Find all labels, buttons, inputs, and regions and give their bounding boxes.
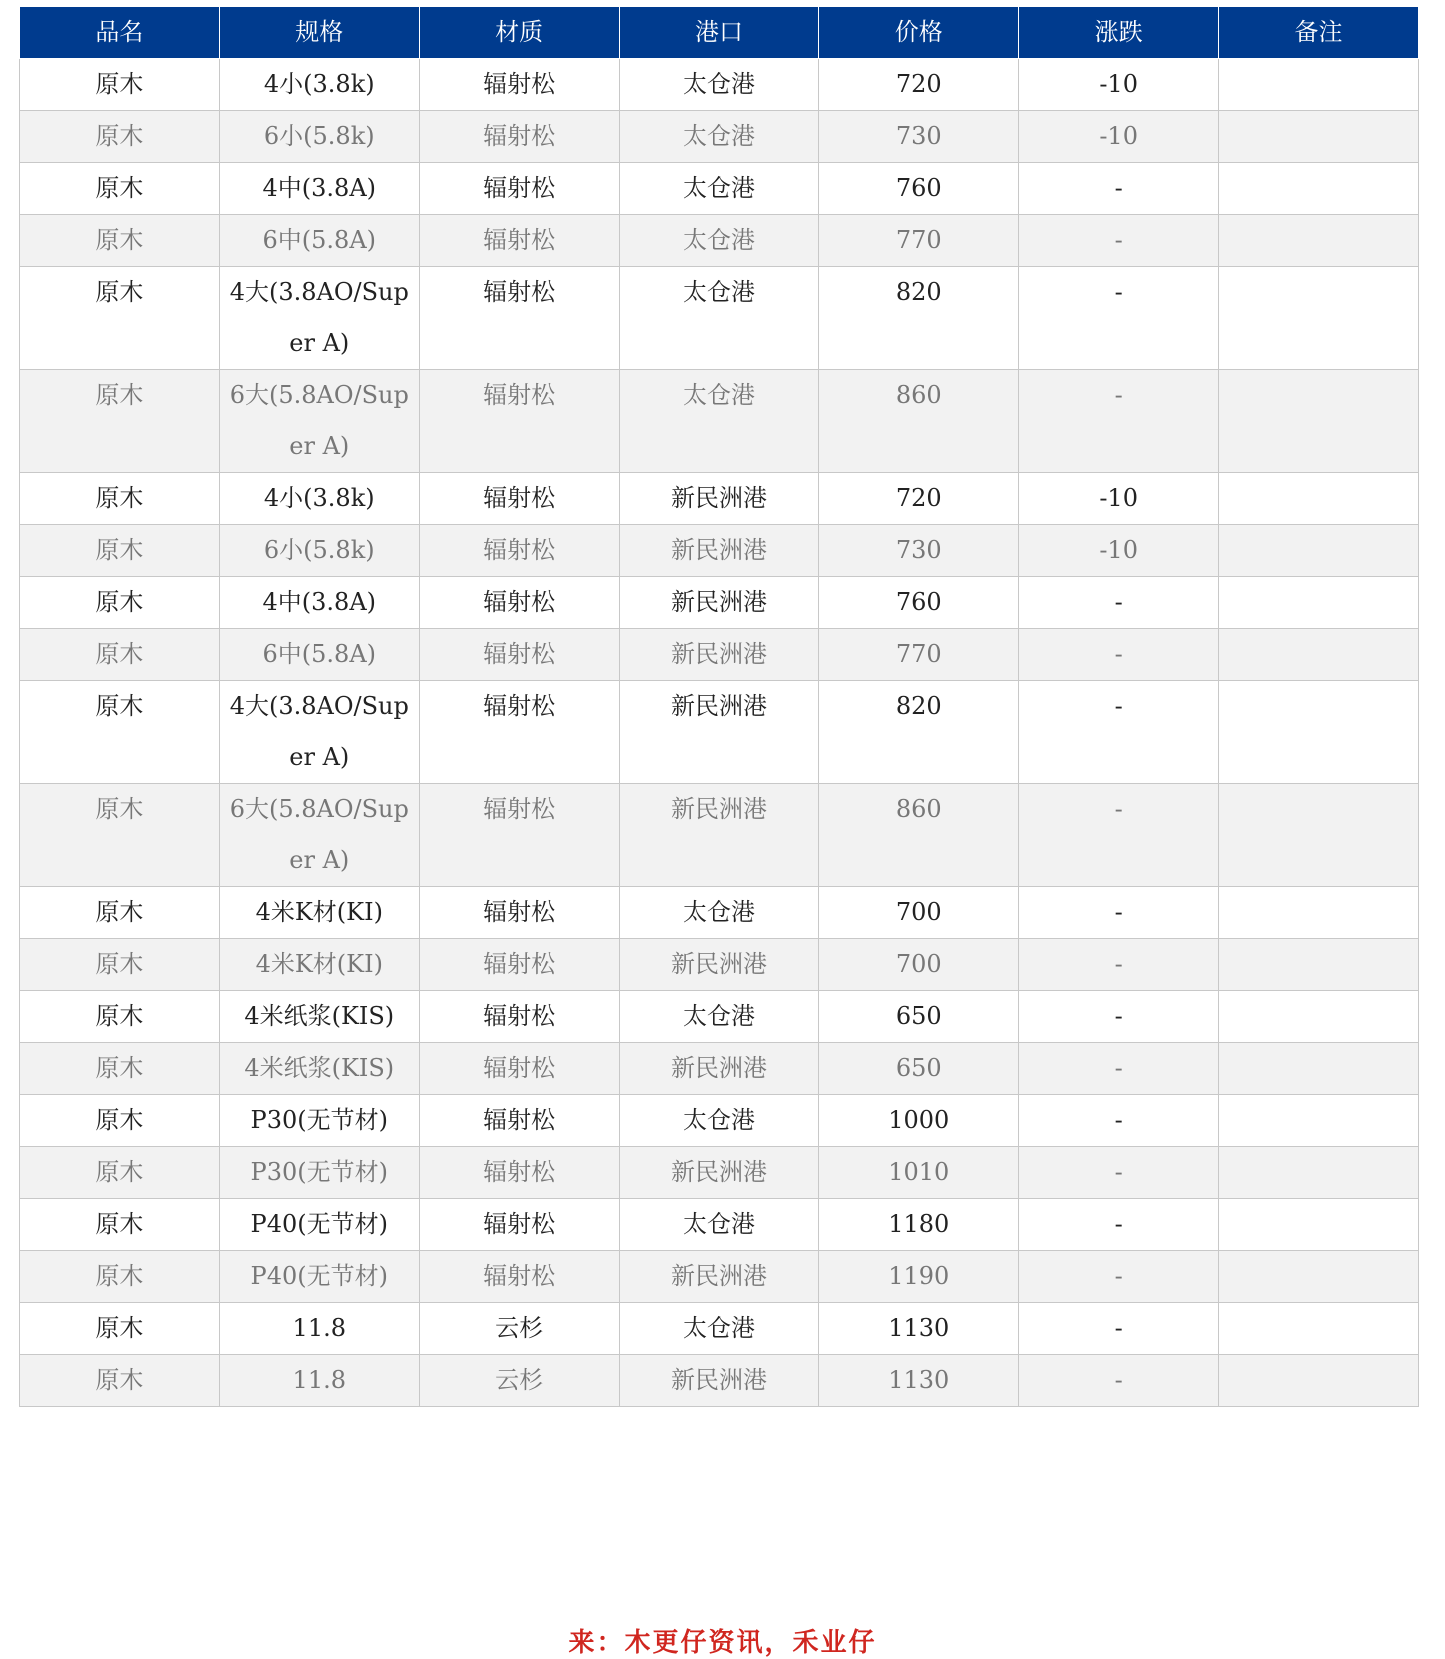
cell-material: 辐射松 xyxy=(419,267,619,370)
cell-product-name: 原木 xyxy=(20,1095,220,1147)
cell-spec: 4米K材(KI) xyxy=(219,939,419,991)
cell-remark xyxy=(1219,1147,1419,1199)
cell-change: - xyxy=(1019,577,1219,629)
cell-change: - xyxy=(1019,215,1219,267)
cell-change: - xyxy=(1019,681,1219,784)
cell-port: 新民洲港 xyxy=(619,629,819,681)
cell-material: 辐射松 xyxy=(419,1043,619,1095)
cell-material: 辐射松 xyxy=(419,1147,619,1199)
cell-price: 720 xyxy=(819,59,1019,111)
cell-product-name: 原木 xyxy=(20,939,220,991)
cell-price: 1130 xyxy=(819,1303,1019,1355)
cell-material: 辐射松 xyxy=(419,681,619,784)
table-row xyxy=(20,215,1419,267)
cell-remark xyxy=(1219,525,1419,577)
cell-spec: P40(无节材) xyxy=(219,1251,419,1303)
cell-port: 新民洲港 xyxy=(619,473,819,525)
cell-spec: 4小(3.8k) xyxy=(219,473,419,525)
cell-spec: 4中(3.8A) xyxy=(219,163,419,215)
cell-product-name: 原木 xyxy=(20,59,220,111)
table-row xyxy=(20,629,1419,681)
cell-price: 700 xyxy=(819,887,1019,939)
cell-price: 820 xyxy=(819,267,1019,370)
cell-price: 700 xyxy=(819,939,1019,991)
cell-product-name: 原木 xyxy=(20,784,220,887)
cell-spec: 4小(3.8k) xyxy=(219,59,419,111)
cell-price: 1130 xyxy=(819,1355,1019,1407)
cell-remark xyxy=(1219,267,1419,370)
cell-remark xyxy=(1219,1199,1419,1251)
header-material: 材质 xyxy=(419,7,619,59)
cell-product-name: 原木 xyxy=(20,525,220,577)
cell-port: 太仓港 xyxy=(619,1199,819,1251)
table-row xyxy=(20,939,1419,991)
cell-spec: 4大(3.8AO/Super A) xyxy=(219,681,419,784)
cell-remark xyxy=(1219,473,1419,525)
table-row xyxy=(20,1147,1419,1199)
cell-product-name: 原木 xyxy=(20,1355,220,1407)
cell-change: -10 xyxy=(1019,111,1219,163)
cell-product-name: 原木 xyxy=(20,111,220,163)
cell-price: 820 xyxy=(819,681,1019,784)
table-row xyxy=(20,887,1419,939)
cell-port: 太仓港 xyxy=(619,215,819,267)
header-product-name: 品名 xyxy=(20,7,220,59)
table-row xyxy=(20,1043,1419,1095)
cell-port: 太仓港 xyxy=(619,267,819,370)
cell-spec: 6小(5.8k) xyxy=(219,525,419,577)
cell-change: - xyxy=(1019,163,1219,215)
cell-material: 云杉 xyxy=(419,1355,619,1407)
cell-port: 新民洲港 xyxy=(619,577,819,629)
cell-spec: P30(无节材) xyxy=(219,1095,419,1147)
cell-change: - xyxy=(1019,267,1219,370)
cell-remark xyxy=(1219,1355,1419,1407)
table-row xyxy=(20,1199,1419,1251)
cell-port: 太仓港 xyxy=(619,59,819,111)
table-row xyxy=(20,111,1419,163)
cell-port: 新民洲港 xyxy=(619,1251,819,1303)
table-row xyxy=(20,163,1419,215)
cell-product-name: 原木 xyxy=(20,163,220,215)
cell-spec: 6大(5.8AO/Super A) xyxy=(219,370,419,473)
table-row xyxy=(20,681,1419,784)
cell-spec: 4米纸浆(KIS) xyxy=(219,1043,419,1095)
cell-spec: 4米纸浆(KIS) xyxy=(219,991,419,1043)
table-row xyxy=(20,1303,1419,1355)
price-table xyxy=(19,6,1419,1407)
table-row xyxy=(20,525,1419,577)
table-row xyxy=(20,1251,1419,1303)
table-row xyxy=(20,59,1419,111)
cell-product-name: 原木 xyxy=(20,1199,220,1251)
cell-product-name: 原木 xyxy=(20,1043,220,1095)
cell-spec: 6中(5.8A) xyxy=(219,629,419,681)
cell-remark xyxy=(1219,1095,1419,1147)
header-price: 价格 xyxy=(819,7,1019,59)
cell-remark xyxy=(1219,59,1419,111)
cell-material: 辐射松 xyxy=(419,163,619,215)
cell-material: 辐射松 xyxy=(419,215,619,267)
cell-price: 770 xyxy=(819,629,1019,681)
cell-material: 辐射松 xyxy=(419,629,619,681)
cell-material: 辐射松 xyxy=(419,939,619,991)
cell-remark xyxy=(1219,991,1419,1043)
cell-port: 新民洲港 xyxy=(619,784,819,887)
cell-material: 辐射松 xyxy=(419,887,619,939)
table-row xyxy=(20,577,1419,629)
cell-material: 辐射松 xyxy=(419,111,619,163)
cell-port: 太仓港 xyxy=(619,991,819,1043)
header-port: 港口 xyxy=(619,7,819,59)
cell-remark xyxy=(1219,370,1419,473)
cell-spec: 4大(3.8AO/Super A) xyxy=(219,267,419,370)
table-header-row xyxy=(20,7,1419,59)
cell-port: 新民洲港 xyxy=(619,681,819,784)
cell-spec: 6中(5.8A) xyxy=(219,215,419,267)
cell-product-name: 原木 xyxy=(20,681,220,784)
cell-price: 650 xyxy=(819,991,1019,1043)
cell-price: 860 xyxy=(819,784,1019,887)
cell-port: 太仓港 xyxy=(619,887,819,939)
cell-price: 760 xyxy=(819,163,1019,215)
cell-remark xyxy=(1219,681,1419,784)
header-change: 涨跌 xyxy=(1019,7,1219,59)
cell-price: 730 xyxy=(819,525,1019,577)
cell-change: - xyxy=(1019,629,1219,681)
header-remark: 备注 xyxy=(1219,7,1419,59)
cell-price: 760 xyxy=(819,577,1019,629)
cell-port: 新民洲港 xyxy=(619,1355,819,1407)
cell-spec: 11.8 xyxy=(219,1355,419,1407)
cell-remark xyxy=(1219,629,1419,681)
table-row xyxy=(20,1355,1419,1407)
cell-change: -10 xyxy=(1019,525,1219,577)
cell-spec: 4中(3.8A) xyxy=(219,577,419,629)
cell-material: 云杉 xyxy=(419,1303,619,1355)
cell-change: - xyxy=(1019,1147,1219,1199)
cell-price: 1010 xyxy=(819,1147,1019,1199)
cell-change: - xyxy=(1019,1251,1219,1303)
cell-material: 辐射松 xyxy=(419,59,619,111)
cell-product-name: 原木 xyxy=(20,629,220,681)
cell-remark xyxy=(1219,1043,1419,1095)
cell-port: 新民洲港 xyxy=(619,939,819,991)
cell-remark xyxy=(1219,1303,1419,1355)
price-table-container xyxy=(19,6,1419,1407)
cell-price: 770 xyxy=(819,215,1019,267)
cell-spec: P30(无节材) xyxy=(219,1147,419,1199)
table-row xyxy=(20,267,1419,370)
cell-material: 辐射松 xyxy=(419,1199,619,1251)
cell-product-name: 原木 xyxy=(20,991,220,1043)
cell-material: 辐射松 xyxy=(419,473,619,525)
cell-change: - xyxy=(1019,1355,1219,1407)
cell-change: - xyxy=(1019,370,1219,473)
cell-port: 太仓港 xyxy=(619,1303,819,1355)
cell-spec: 11.8 xyxy=(219,1303,419,1355)
cell-material: 辐射松 xyxy=(419,991,619,1043)
cell-product-name: 原木 xyxy=(20,267,220,370)
table-row xyxy=(20,473,1419,525)
cell-price: 1180 xyxy=(819,1199,1019,1251)
cell-remark xyxy=(1219,215,1419,267)
cell-remark xyxy=(1219,784,1419,887)
cell-material: 辐射松 xyxy=(419,370,619,473)
cell-remark xyxy=(1219,163,1419,215)
table-row xyxy=(20,784,1419,887)
cell-port: 新民洲港 xyxy=(619,1147,819,1199)
cell-remark xyxy=(1219,111,1419,163)
cell-product-name: 原木 xyxy=(20,887,220,939)
cell-price: 860 xyxy=(819,370,1019,473)
cell-change: - xyxy=(1019,887,1219,939)
cell-remark xyxy=(1219,577,1419,629)
cell-change: - xyxy=(1019,939,1219,991)
cell-remark xyxy=(1219,939,1419,991)
table-row xyxy=(20,991,1419,1043)
cell-port: 太仓港 xyxy=(619,163,819,215)
cell-spec: P40(无节材) xyxy=(219,1199,419,1251)
cell-product-name: 原木 xyxy=(20,473,220,525)
cell-change: - xyxy=(1019,1043,1219,1095)
cell-remark xyxy=(1219,887,1419,939)
cell-change: - xyxy=(1019,1303,1219,1355)
cell-product-name: 原木 xyxy=(20,1251,220,1303)
cell-price: 1000 xyxy=(819,1095,1019,1147)
cell-material: 辐射松 xyxy=(419,525,619,577)
cell-material: 辐射松 xyxy=(419,784,619,887)
cell-price: 650 xyxy=(819,1043,1019,1095)
table-row xyxy=(20,1095,1419,1147)
cell-spec: 6小(5.8k) xyxy=(219,111,419,163)
cell-material: 辐射松 xyxy=(419,1095,619,1147)
cell-product-name: 原木 xyxy=(20,370,220,473)
table-body xyxy=(20,59,1419,1407)
cell-port: 太仓港 xyxy=(619,111,819,163)
cell-port: 太仓港 xyxy=(619,1095,819,1147)
cell-product-name: 原木 xyxy=(20,215,220,267)
cell-product-name: 原木 xyxy=(20,1303,220,1355)
cell-price: 1190 xyxy=(819,1251,1019,1303)
cell-spec: 4米K材(KI) xyxy=(219,887,419,939)
cell-change: - xyxy=(1019,784,1219,887)
cell-product-name: 原木 xyxy=(20,577,220,629)
cell-change: -10 xyxy=(1019,59,1219,111)
cell-port: 太仓港 xyxy=(619,370,819,473)
cell-product-name: 原木 xyxy=(20,1147,220,1199)
cell-price: 730 xyxy=(819,111,1019,163)
header-spec: 规格 xyxy=(219,7,419,59)
cell-change: - xyxy=(1019,1199,1219,1251)
cell-change: -10 xyxy=(1019,473,1219,525)
cell-port: 新民洲港 xyxy=(619,525,819,577)
cell-material: 辐射松 xyxy=(419,1251,619,1303)
cell-port: 新民洲港 xyxy=(619,1043,819,1095)
cell-change: - xyxy=(1019,991,1219,1043)
table-row xyxy=(20,370,1419,473)
cell-spec: 6大(5.8AO/Super A) xyxy=(219,784,419,887)
source-note: 来：木更仔资讯，禾业仔 xyxy=(568,1628,877,1658)
cell-remark xyxy=(1219,1251,1419,1303)
cell-price: 720 xyxy=(819,473,1019,525)
cell-material: 辐射松 xyxy=(419,577,619,629)
cell-change: - xyxy=(1019,1095,1219,1147)
